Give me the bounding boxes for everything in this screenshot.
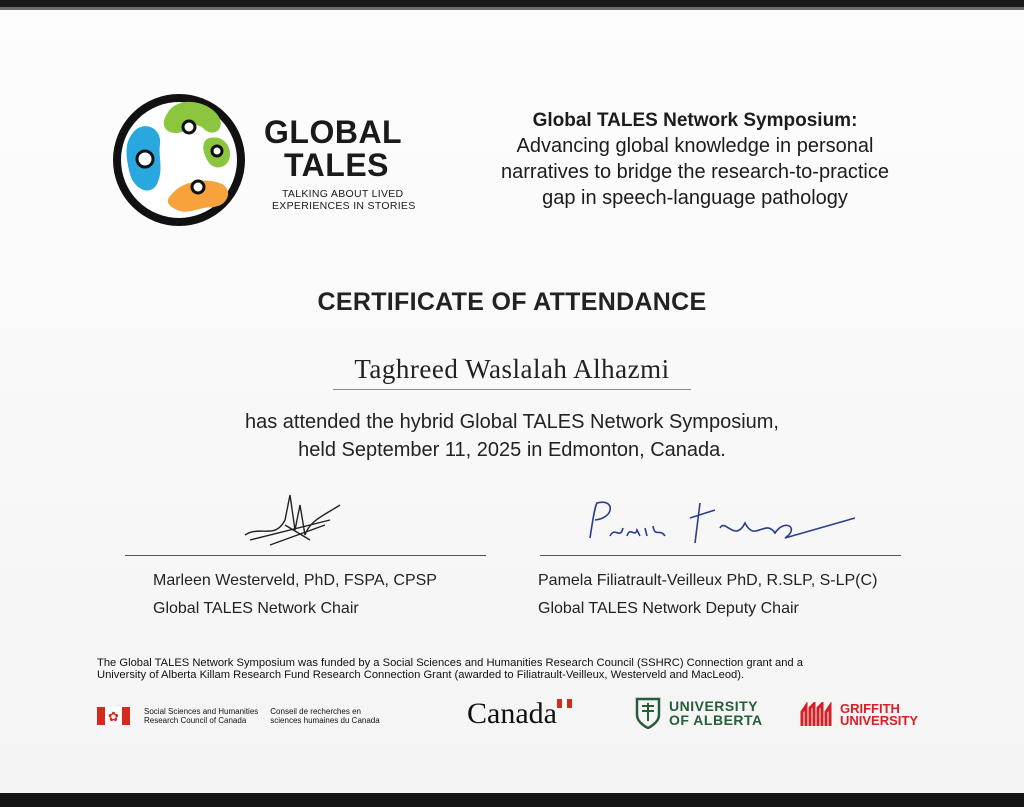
deputy-chair-role: Global TALES Network Deputy Chair	[538, 600, 799, 617]
ua-line-2: OF ALBERTA	[669, 712, 763, 728]
griffith-university-logo	[800, 702, 918, 728]
brand-subtitle-1: TALKING ABOUT LIVED	[282, 188, 404, 200]
brand-line-1: GLOBAL	[264, 114, 403, 150]
symposium-title-block	[470, 109, 920, 211]
funding-line-2: University of Alberta Killam Research Fund Research Connection Grant (awarded to Filiatrault-Veilleux, Westerveld and MacLeod).	[97, 668, 745, 681]
sshrc-fr-line-2: sciences humaines du Canada	[270, 716, 380, 725]
sshrc-logo	[97, 707, 380, 725]
brand-line-2: TALES	[284, 147, 390, 183]
global-tales-logo	[112, 89, 247, 232]
certificate-page	[0, 7, 1024, 796]
symposium-subtitle-line: gap in speech-language pathology	[542, 187, 848, 209]
brand-wordmark	[264, 116, 416, 212]
symposium-subtitle-line: Advancing global knowledge in personal	[516, 135, 874, 157]
deputy-chair-block	[538, 567, 877, 623]
certificate-heading: CERTIFICATE OF ATTENDANCE	[317, 288, 707, 316]
bottom-frame-bar	[0, 793, 1024, 807]
symposium-title: Global TALES Network Symposium:	[532, 110, 858, 131]
sshrc-en-line-1: Social Sciences and Humanities	[144, 707, 259, 716]
griffith-line-1: GRIFFITH	[840, 701, 900, 716]
chair-name: Marleen Westerveld, PhD, FSPA, CPSP	[153, 572, 437, 589]
ua-line-1: UNIVERSITY	[669, 698, 759, 714]
funding-statement	[97, 658, 927, 681]
sshrc-english	[144, 707, 258, 725]
canadian-flag-icon: ✿	[97, 707, 130, 725]
university-of-alberta-logo	[635, 697, 763, 729]
deputy-chair-signature	[585, 498, 860, 553]
attendance-statement	[0, 408, 1024, 464]
griffith-line-2: UNIVERSITY	[840, 713, 919, 728]
chair-role: Global TALES Network Chair	[153, 600, 359, 617]
attendance-line-1: has attended the hybrid Global TALES Network Symposium,	[245, 411, 779, 433]
funding-line-1: The Global TALES Network Symposium was funded by a Social Sciences and Humanities Research Council (SSHRC) Connection grant and a	[97, 657, 803, 669]
canada-wordmark: Canada	[467, 697, 557, 730]
sshrc-en-line-2: Research Council of Canada	[144, 716, 247, 725]
sshrc-fr-line-1: Conseil de recherches en	[270, 707, 361, 716]
deputy-chair-signature-line	[540, 555, 901, 556]
symposium-subtitle-line: narratives to bridge the research-to-practice	[501, 161, 889, 183]
ua-crest-icon	[635, 697, 661, 729]
recipient-name: Taghreed Waslalah Alhazmi	[333, 354, 691, 390]
chair-block	[153, 567, 437, 623]
chair-signature-line	[125, 555, 486, 556]
deputy-chair-name: Pamela Filiatrault-Veilleux PhD, R.SLP, S-LP(C)	[538, 572, 878, 589]
brand-subtitle-2: EXPERIENCES IN STORIES	[272, 200, 416, 212]
canada-wordmark-flag-icon	[557, 699, 572, 708]
sshrc-french	[270, 707, 379, 725]
attendance-line-2: held September 11, 2025 in Edmonton, Canada.	[298, 439, 726, 461]
griffith-mark-icon	[800, 702, 836, 728]
chair-signature	[240, 485, 350, 555]
